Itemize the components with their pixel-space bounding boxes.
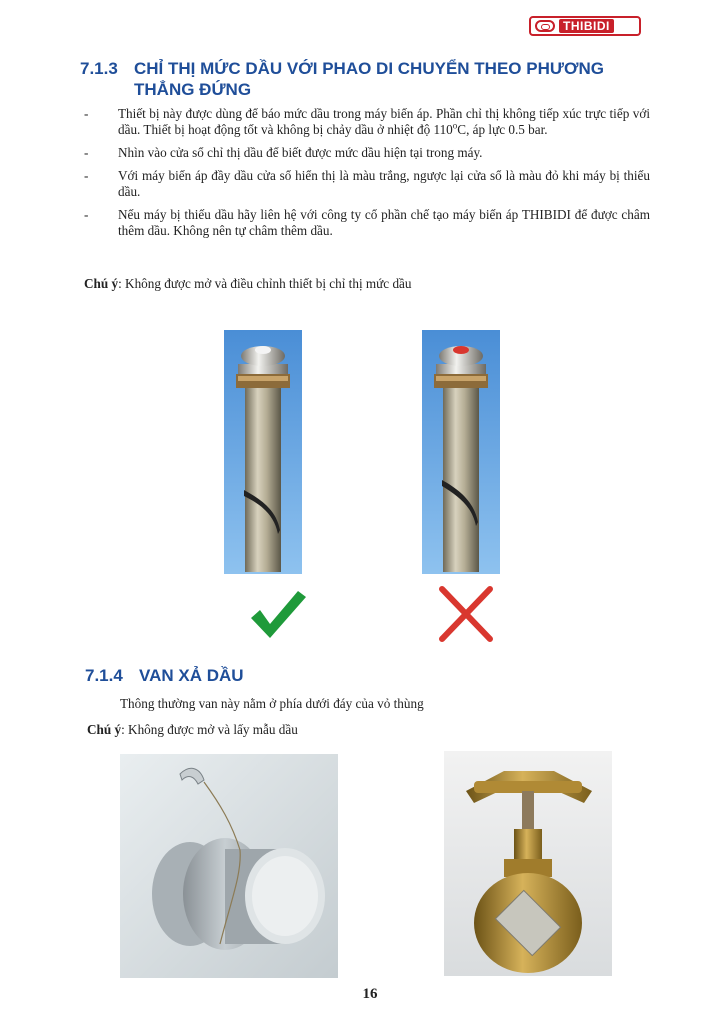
bullet-list (84, 106, 650, 246)
list-item (84, 168, 650, 200)
bullet-dash: - (84, 106, 89, 121)
bullet-dash: - (84, 168, 89, 183)
note-7-1-3 (84, 276, 412, 292)
bullet-text: Thiết bị này được dùng để báo mức dầu trong máy biến áp. Phần chỉ thị không tiếp xúc trực tiếp với dầu. Thiết bị hoạt động tốt và không bị chảy dầu ở nhiệt độ 110$^o$C, áp lực 0.5 bar. (118, 106, 650, 137)
section-paragraph: Thông thường van này nằm ở phía dưới đáy của vỏ thùng (120, 696, 424, 711)
logo-text: THIBIDI (559, 19, 614, 33)
bullet-text: Với máy biến áp đầy dầu cửa sổ hiển thị là màu trắng, ngược lại cửa sổ là màu đỏ khi máy bị thiếu dầu. (118, 168, 650, 199)
list-item (84, 207, 650, 239)
checkmark-icon (248, 586, 308, 642)
note-text: : Không được mở và lấy mẫu dầu (121, 722, 298, 737)
list-item (84, 145, 650, 161)
section-heading-7-1-4 (85, 665, 244, 686)
section-number: 7.1.3 (80, 59, 118, 78)
note-text: : Không được mở và điều chỉnh thiết bị chỉ thị mức dầu (118, 276, 412, 291)
bullet-text: Nếu máy bị thiếu dầu hãy liên hệ với công ty cổ phần chế tạo máy biến áp THIBIDI để được châm thêm dầu. Không nên tự châm thêm dầu. (118, 207, 650, 238)
bullet-dash: - (84, 207, 89, 222)
degree-sup: o (452, 120, 458, 131)
section-heading-7-1-3 (80, 58, 660, 100)
section-title-line2: THẲNG ĐỨNG (134, 80, 252, 99)
drain-plug-photo (120, 754, 338, 978)
note-label: Chú ý (84, 276, 119, 291)
note-label: Chú ý (87, 722, 122, 737)
section-title: VAN XẢ DẦU (139, 666, 244, 685)
bullet-dash: - (84, 145, 89, 160)
logo-mark-icon (535, 20, 555, 32)
oil-indicator-full-photo (224, 330, 302, 574)
brass-valve-photo (444, 751, 612, 976)
list-item (84, 106, 650, 138)
oil-indicator-low-photo (422, 330, 500, 574)
cross-icon (436, 585, 496, 643)
note-7-1-4 (87, 722, 298, 738)
section-title-line1: CHỈ THỊ MỨC DẦU VỚI PHAO DI CHUYỂN THEO PHƯƠNG (134, 59, 604, 78)
bullet-text: Nhìn vào cửa sổ chỉ thị dầu để biết được mức dầu hiện tại trong máy. (118, 145, 483, 160)
section-number: 7.1.4 (85, 666, 123, 685)
thibidi-logo (529, 16, 641, 36)
page-number: 16 (362, 986, 378, 1002)
